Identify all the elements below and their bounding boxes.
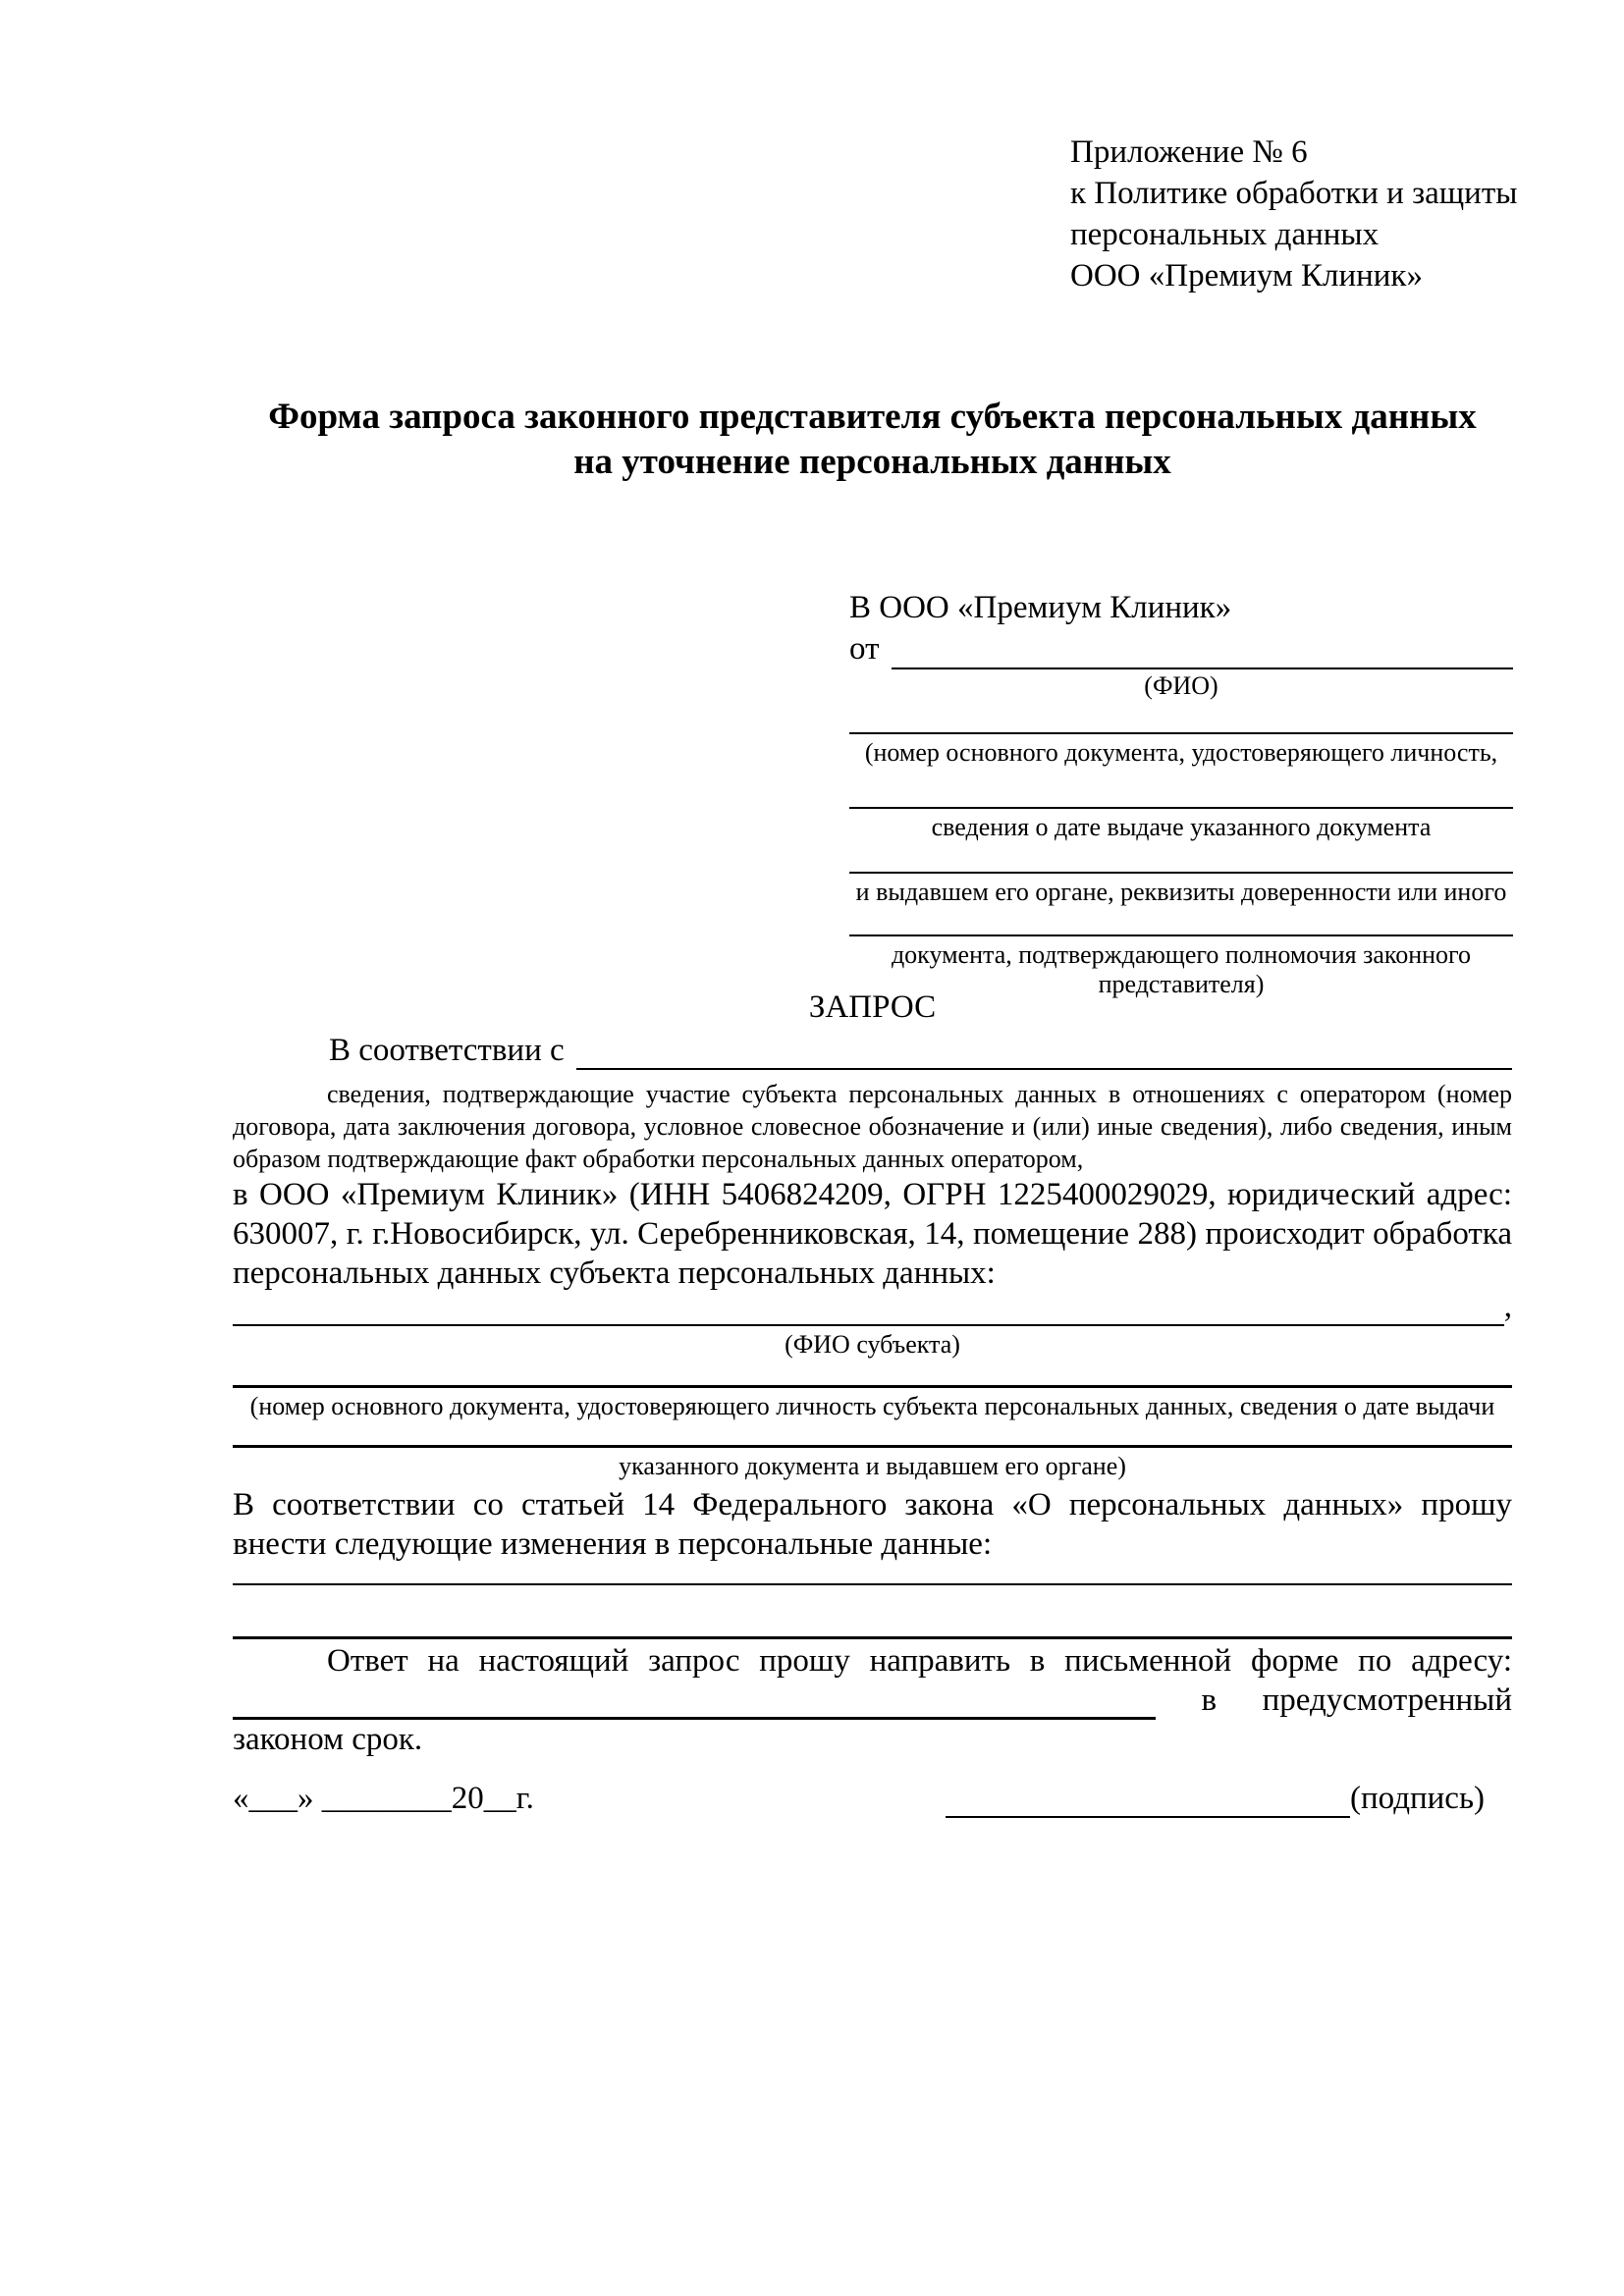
signature-caption: (подпись) (1350, 1781, 1485, 1816)
changes-line-2[interactable] (233, 1636, 1512, 1639)
basis-line[interactable] (576, 1037, 1512, 1070)
answer-paragraph-line3: законом срок. (233, 1722, 423, 1757)
basis-caption: сведения, подтверждающие участие субъекта персональных данных в отношениях с оператором (номер договора, дата заключения договора, условное словесное обозначение и (или) иные сведения), либо сведения, иным образом подтверждающие факт обработки персональных данных оператором, (233, 1080, 1512, 1173)
fio-caption: (ФИО) (1144, 671, 1218, 700)
representative-doc-number-line[interactable] (849, 732, 1513, 734)
law-paragraph: В соответствии со статьей 14 Федерального закона «О персональных данных» прошу внести следующие изменения в персональные данные: (233, 1487, 1512, 1562)
subject-fio-row (233, 1287, 1512, 1326)
subject-doc-line-1[interactable] (233, 1385, 1512, 1388)
answer-word-v: в (1201, 1682, 1218, 1718)
appendix-company: ООО «Премиум Клиник» (1070, 258, 1423, 294)
signature-group (946, 1779, 1485, 1818)
subject-doc-line-2[interactable] (233, 1445, 1512, 1448)
basis-row (233, 1031, 1512, 1070)
addressee-block (849, 587, 1513, 999)
appendix-policy-line1: к Политике обработки и защиты (1070, 176, 1518, 211)
changes-line-1[interactable] (233, 1583, 1512, 1585)
attorney-doc-line[interactable] (849, 934, 1513, 936)
doc-authority-caption: и выдавшем его органе, реквизиты доверенности или иного (855, 878, 1507, 906)
subject-fio-comma: , (1503, 1289, 1512, 1324)
page-title (233, 395, 1512, 485)
request-heading: ЗАПРОС (808, 989, 937, 1025)
address-line[interactable] (233, 1690, 1156, 1720)
subject-doc-caption-2: указанного документа и выдавшем его органе) (619, 1452, 1126, 1480)
date-field[interactable]: «___» ________20__г. (233, 1781, 534, 1816)
signature-line[interactable] (946, 1789, 1350, 1818)
answer-paragraph-line1: Ответ на настоящий запрос прошу направить в письменной форме по адресу: (327, 1643, 1512, 1679)
representative-fio-line[interactable] (892, 636, 1514, 669)
page-title-line1: Форма запроса законного представителя субъекта персональных данных (268, 397, 1477, 437)
signature-row (233, 1779, 1512, 1818)
attorney-doc-caption: документа, подтверждающего полномочия законного представителя) (891, 940, 1472, 998)
doc-issue-date-line[interactable] (849, 807, 1513, 809)
appendix-policy-line2: персональных данных (1070, 217, 1380, 252)
appendix-number: Приложение № 6 (1070, 134, 1308, 170)
operator-paragraph: в ООО «Премиум Клиник» (ИНН 5406824209, ОГРН 1225400029029, юридический адрес: 630007, г. г.Новосибирск, ул. Серебренниковская, 14, помещение 288) происходит обработка персональных данных субъекта персональных данных: (233, 1177, 1512, 1291)
doc-authority-line[interactable] (849, 872, 1513, 874)
page-title-line2: на уточнение персональных данных (573, 442, 1171, 482)
subject-doc-caption-1: (номер основного документа, удостоверяющего личность субъекта персональных данных, сведения о дате выдачи (249, 1392, 1495, 1420)
from-row (849, 628, 1513, 669)
addressee-to: В ООО «Премиум Клиник» (849, 590, 1232, 625)
answer-paragraph-line2 (233, 1681, 1512, 1720)
from-label: от (849, 631, 880, 667)
doc-issue-date-caption: сведения о дате выдаче указанного документа (931, 813, 1432, 841)
subject-fio-caption: (ФИО субъекта) (785, 1330, 960, 1359)
doc-number-caption: (номер основного документа, удостоверяющего личность, (864, 738, 1498, 767)
subject-fio-line[interactable] (233, 1299, 1504, 1326)
appendix-header (1070, 132, 1517, 296)
answer-word-predusmotrenny: предусмотренный (1262, 1682, 1512, 1718)
basis-label: В соответствии с (329, 1033, 565, 1068)
request-body (233, 988, 1512, 1759)
